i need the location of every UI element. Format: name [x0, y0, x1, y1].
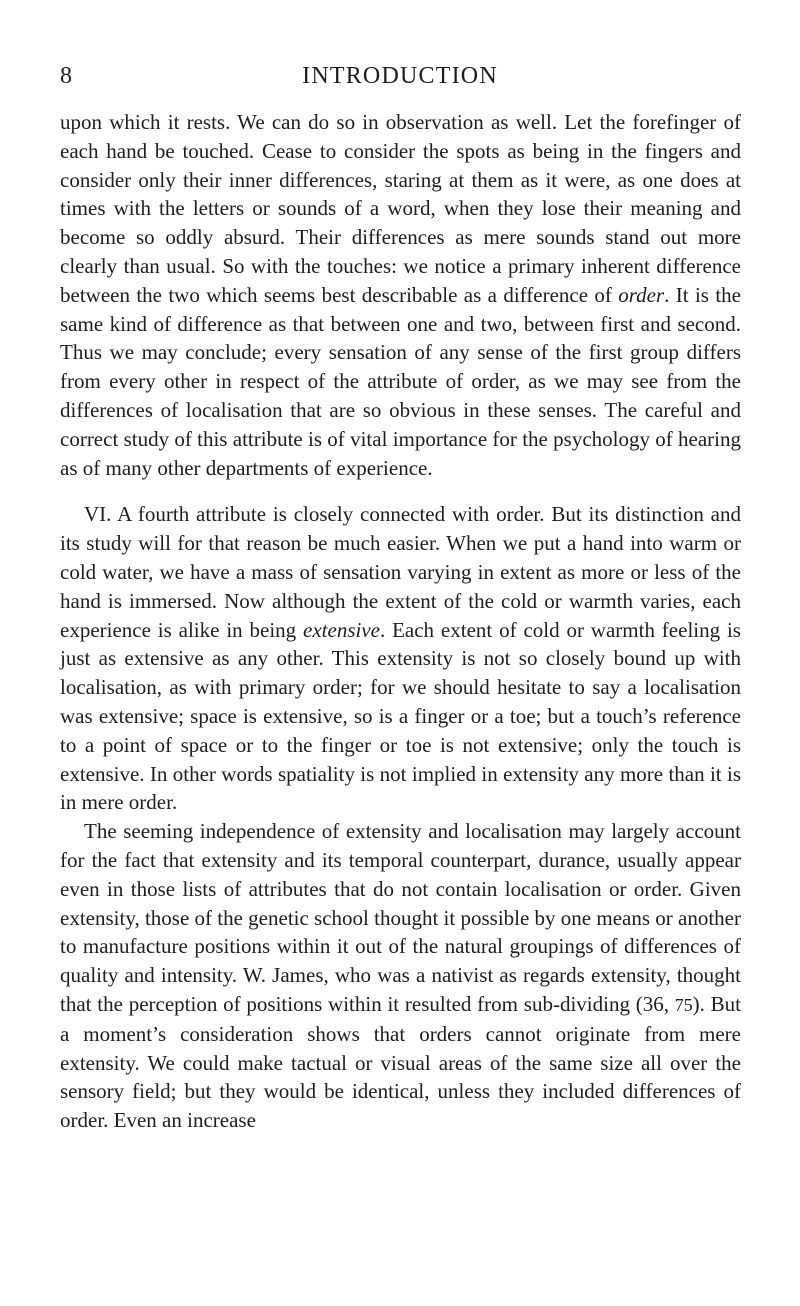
- running-head: [60, 60, 740, 92]
- running-title: INTRODUCTION: [302, 63, 498, 89]
- emphasis-order: order: [618, 282, 665, 307]
- paragraph-extensity: [60, 817, 741, 1135]
- text-run: . It is the same kind of difference as that between one and two, between first and second. Thus we may conclude; every sensation of any sense of the first group differs from every other in respect of the attribute of order, as we may see from the differences of localisation that are so obvious in these senses. The careful and correct study of this attribute is of vital importance for the psychology of hearing as of many other departments of experience.: [60, 282, 741, 480]
- citation-page: 75: [674, 994, 693, 1015]
- text-run: upon which it rests. We can do so in observation as well. Let the forefinger of each hand be touched. Cease to consider the spots as being in the fingers and consider only their inner differences, staring at them as it were, as one does at times with the letters or sounds of a word, when they lose their meaning and become so oddly absurd. Their differences as mere sounds stand out more clearly than usual. So with the touches: we notice a primary inherent difference between the two which seems best describable as a difference of: [60, 110, 741, 307]
- emphasis-extensive: extensive: [303, 617, 380, 642]
- text-run: . Each extent of cold or warmth feeling is just as extensive as any other. This extensity is not so closely bound up with localisation, as with primary order; for we should hesitate to say a localisation was extensive; space is extensive, so is a finger or a toe; but a touch’s reference to a point of space or to the finger or toe is not extensive; only the touch is extensive. In other words spatiality is not implied in extensity any more than it is in mere order.: [60, 617, 741, 815]
- text-run: The seeming independence of extensity and localisation may largely account for the fact that extensity and its temporal counterpart, durance, usually appear even in those lists of attributes that do not contain localisation or order. Given extensity, those of the genetic school thought it possible by one means or another to manufacture positions within it out of the natural groupings of differences of quality and intensity. W. James, who was a nativist as regards extensity, thought that the perception of positions within it resulted from sub-dividing (36,: [60, 819, 741, 1016]
- page-number: 8: [60, 63, 72, 89]
- text-run: VI. A fourth attribute is closely connected with order. But its distinction and its study will for that reason be much easier. When we put a hand into warm or cold water, we have a mass of sensation varying in extent as more or less of the hand is immersed. Now although the extent of the cold or warmth varies, each experience is alike in being: [60, 502, 741, 642]
- paragraph-section-vi: [60, 500, 741, 817]
- body-text: [60, 108, 741, 1135]
- paragraph-order: [60, 108, 741, 482]
- text-run: ). But a moment’s consideration shows that orders cannot originate from mere extensity. We could make tactual or visual areas of the same size all over the sensory field; but they would be identical, unless they included differences of order. Even an increase: [60, 991, 741, 1133]
